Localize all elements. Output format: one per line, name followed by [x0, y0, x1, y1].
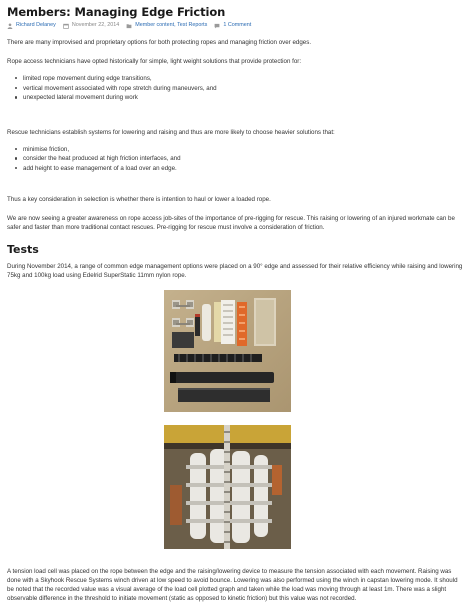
- list-item: limited rope movement during edge transitions,: [23, 74, 465, 84]
- intro-paragraph: There are many improvised and proprietary options for both protecting ropes and managing friction over edges.: [7, 39, 312, 47]
- folder-icon: [126, 23, 132, 29]
- tests-intro-paragraph: During November 2014, a range of common edge management options were placed on a 90° edge and assessed for their relative efficiency while raising and lowering 75kg and 100kg load using Edelrid SuperStatic 11mm nylon rope.: [7, 262, 463, 279]
- list-item: minimise friction,: [23, 145, 465, 155]
- category-links[interactable]: Member content, Test Reports: [135, 22, 208, 29]
- rope-access-paragraph: Rope access technicians have opted historically for simple, light weight solutions that provide protection for:: [7, 58, 302, 66]
- tests-heading: Tests: [7, 242, 39, 256]
- edge-protectors-photo: [164, 290, 291, 412]
- list-item: unexpected lateral movement during work: [23, 93, 465, 103]
- awareness-paragraph: We are now seeing a greater awareness on rope access job-sites of the importance of pre-rigging for rescue. This raising or lowering of an injured workmate can be safer and faster than more traditional contact rescues. Pre-rigging for rescue must involve a consideration of friction.: [7, 214, 455, 231]
- person-icon: [7, 23, 13, 29]
- comment-icon: [214, 23, 220, 29]
- calendar-icon: [63, 23, 69, 29]
- rescue-paragraph: Rescue technicians establish systems for lowering and raising and thus are more likely to choose heavier solutions that:: [7, 128, 335, 136]
- post-meta: [7, 22, 465, 30]
- list-item: add height to ease management of a load over an edge.: [23, 164, 465, 174]
- key-consideration-paragraph: Thus a key consideration in selection is whether there is intention to haul or lower a loaded rope.: [7, 195, 271, 203]
- rescue-list: [7, 145, 465, 174]
- list-item: vertical movement associated with rope stretch during maneuvers, and: [23, 84, 465, 94]
- list-item: consider the heat produced at high friction interfaces, and: [23, 154, 465, 164]
- photo-caption: A tension load cell was placed on the rope between the edge and the raising/lowering device to measure the tension associated with each movement. Raising was done with a Skyhook Rescue Systems winch driven at low speed to avoid bounce. Lowering was also performed using the winch in capstan lowering mode. It should be noted that the recorded value was a visual average of the load cell plotted graph and taken while the load was moving through at least 1m. There was a slight observable difference in the threshold to initiate movement (static as opposed to kinetic friction) but this value was not recorded.: [7, 568, 458, 602]
- author-link[interactable]: Richard Delaney: [16, 22, 56, 29]
- post-date: November 22, 2014: [71, 22, 120, 29]
- comments-link[interactable]: 1 Comment: [223, 22, 252, 29]
- roller-device-photo: [164, 425, 291, 549]
- page-title: Members: Managing Edge Friction: [7, 5, 226, 19]
- rope-access-list: [7, 74, 465, 103]
